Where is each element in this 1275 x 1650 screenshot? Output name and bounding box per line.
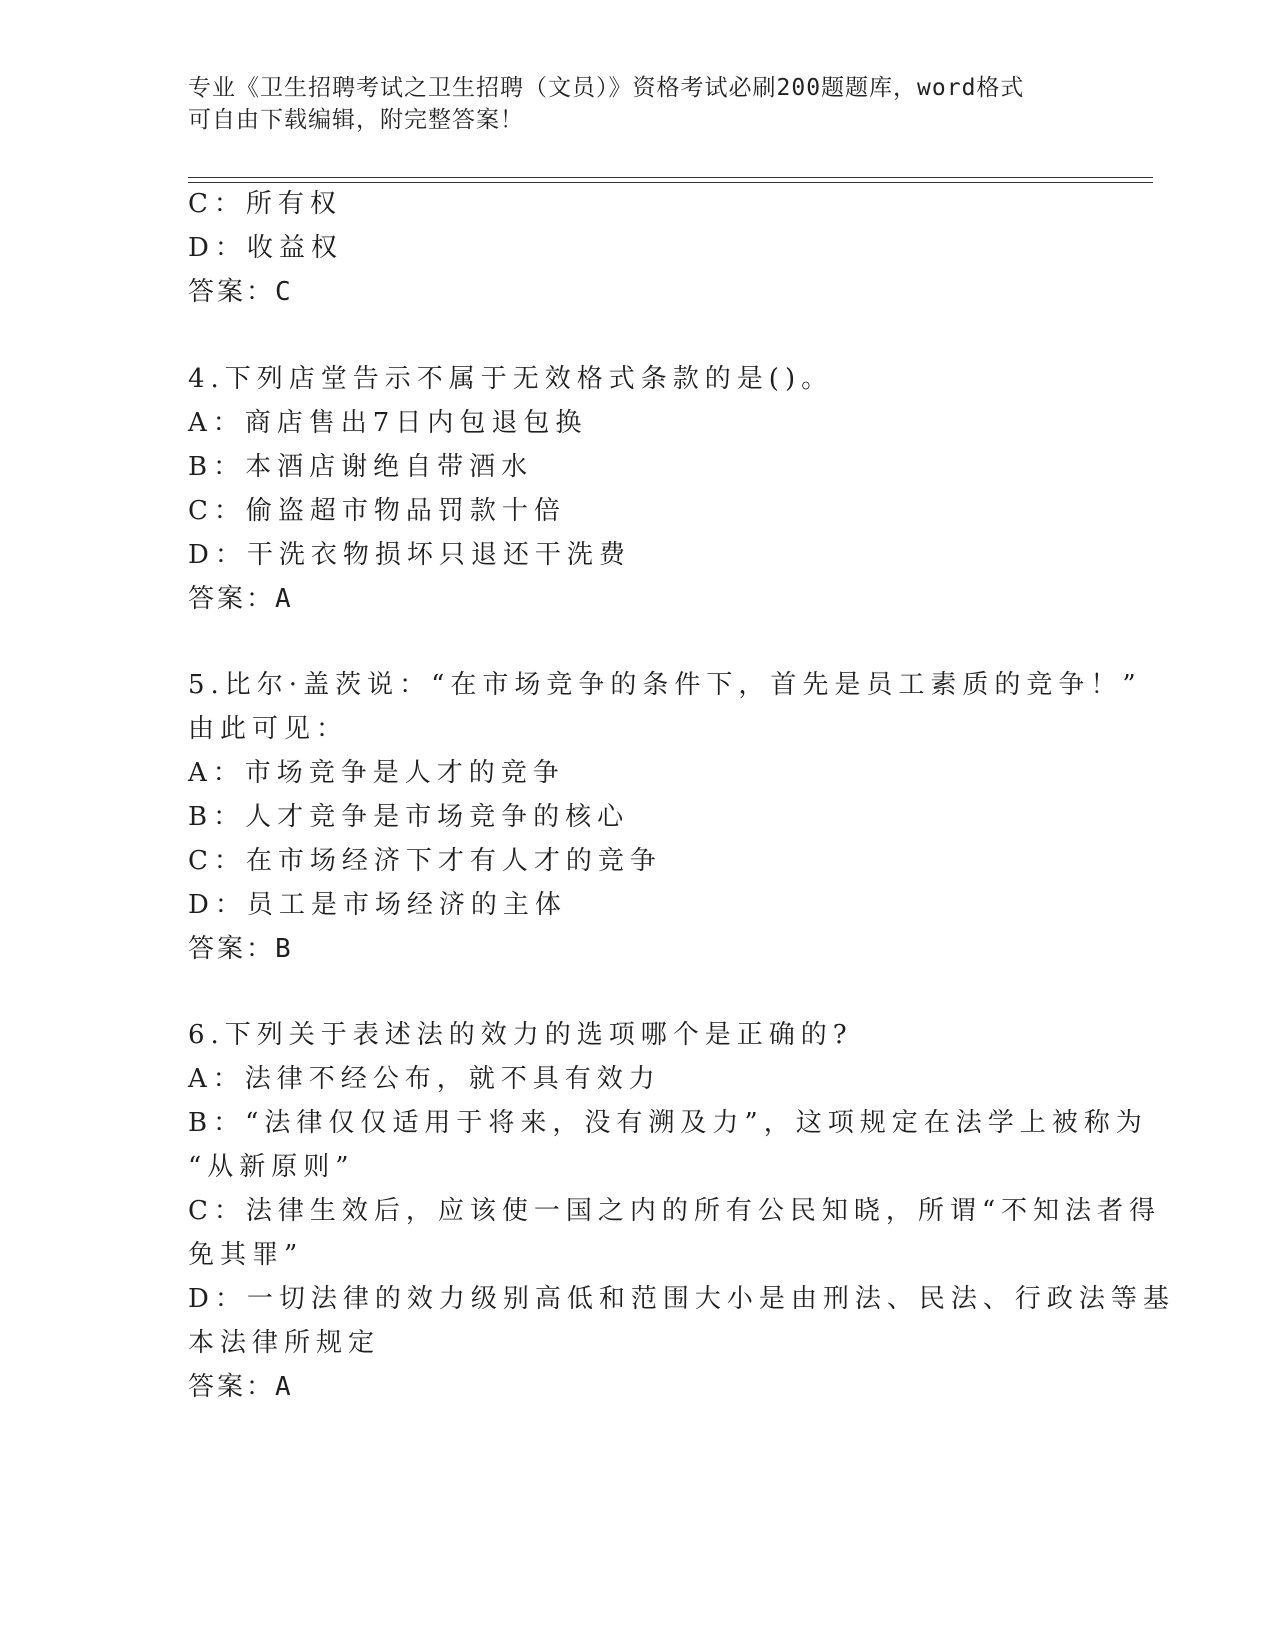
header-title-line-1: 专业《卫生招聘考试之卫生招聘（文员）》资格考试必刷200题题库，word格式 bbox=[188, 75, 1025, 101]
q3-answer bbox=[188, 275, 294, 309]
q6-option-b-line-2: “从新原则” bbox=[188, 1152, 355, 1182]
q3-option-d: D：收益权 bbox=[188, 233, 343, 263]
q6-option-d-line-1: D：一切法律的效力级别高低和范围大小是由刑法、民法、行政法等基 bbox=[188, 1284, 1175, 1314]
q5-option-c: C：在市场经济下才有人才的竞争 bbox=[188, 846, 662, 876]
q6-option-c-line-2: 免其罪” bbox=[188, 1240, 304, 1270]
document-header bbox=[188, 72, 1068, 136]
q4-answer bbox=[188, 582, 294, 616]
q5-option-b: B：人才竞争是市场竞争的核心 bbox=[188, 802, 630, 832]
q4-option-a: A：商店售出7日内包退包换 bbox=[188, 408, 588, 438]
header-divider-top bbox=[188, 177, 1153, 178]
q3-option-c: C：所有权 bbox=[188, 189, 342, 219]
q5-stem-line-1: 5.比尔·盖茨说：“在市场竞争的条件下，首先是员工素质的竞争！” bbox=[188, 670, 1142, 700]
q4-option-b: B：本酒店谢绝自带酒水 bbox=[188, 452, 534, 482]
q4-option-d: D：干洗衣物损坏只退还干洗费 bbox=[188, 540, 631, 570]
answer-label: 答案： bbox=[188, 277, 276, 307]
q6-option-c-line-1: C：法律生效后，应该使一国之内的所有公民知晓，所谓“不知法者得 bbox=[188, 1196, 1162, 1226]
q5-answer bbox=[188, 932, 294, 966]
q6-answer bbox=[188, 1370, 294, 1404]
answer-label: 答案： bbox=[188, 1372, 276, 1402]
answer-label: 答案： bbox=[188, 584, 276, 614]
answer-value: C bbox=[275, 277, 294, 307]
q5-option-a: A：市场竞争是人才的竞争 bbox=[188, 758, 565, 788]
header-title-line-2: 可自由下载编辑，附完整答案！ bbox=[188, 107, 524, 133]
q4-stem: 4.下列店堂告示不属于无效格式条款的是()。 bbox=[188, 364, 834, 394]
q6-option-d-line-2: 本法律所规定 bbox=[188, 1328, 381, 1358]
answer-label: 答案： bbox=[188, 934, 276, 964]
q6-option-a: A：法律不经公布，就不具有效力 bbox=[188, 1064, 661, 1094]
q6-option-b-line-1: B：“法律仅仅适用于将来，没有溯及力”，这项规定在法学上被称为 bbox=[188, 1108, 1148, 1138]
answer-value: A bbox=[275, 1372, 294, 1402]
header-divider-bottom bbox=[188, 182, 1153, 183]
q6-stem: 6.下列关于表述法的效力的选项哪个是正确的? bbox=[188, 1020, 853, 1050]
q5-option-d: D：员工是市场经济的主体 bbox=[188, 890, 567, 920]
q4-option-c: C：偷盗超市物品罚款十倍 bbox=[188, 496, 566, 526]
q5-stem-line-2: 由此可见： bbox=[188, 714, 349, 744]
answer-value: B bbox=[275, 934, 294, 964]
answer-value: A bbox=[275, 584, 294, 614]
